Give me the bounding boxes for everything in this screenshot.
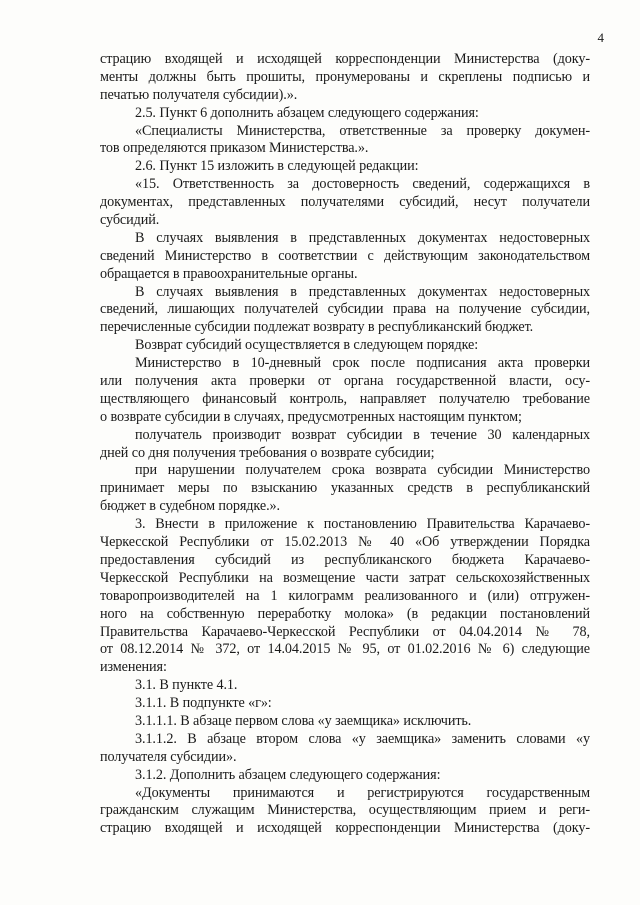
text-line: перечисленные субсидии подлежат возврату в республиканский бюджет. — [100, 319, 534, 336]
text-line: сведений Министерство в соответствии с действующим законодательством — [100, 247, 590, 264]
text-line: Правительства Карачаево-Черкесской Республики от 04.04.2014 № 78, — [100, 623, 590, 640]
text-line: 2.5. Пункт 6 дополнить абзацем следующего содержания: — [135, 104, 479, 121]
text-line: бюджет в судебном порядке.». — [100, 498, 280, 515]
text-line: или получения акта проверки от органа государственной власти, осу- — [100, 373, 590, 390]
text-line: тов определяются приказом Министерства.». — [100, 140, 369, 157]
text-line: 3.1.1. В подпункте «г»: — [135, 695, 272, 712]
text-line: предоставления субсидий из республиканского бюджета Карачаево- — [100, 551, 590, 568]
text-line: гражданским служащим Министерства, осуществляющим прием и реги- — [100, 802, 590, 819]
text-line: печатью получателя субсидии).». — [100, 86, 298, 103]
text-line: 3.1.1.2. В абзаце втором слова «у заемщика» заменить словами «у — [135, 730, 590, 747]
text-line: «Документы принимаются и регистрируются государственным — [135, 784, 590, 801]
text-line: Министерство в 10-дневный срок после подписания акта проверки — [135, 355, 590, 372]
text-line: дней со дня получения требования о возврате субсидии; — [100, 444, 435, 461]
text-line: обращается в правоохранительные органы. — [100, 265, 358, 282]
text-line: «Специалисты Министерства, ответственные за проверку докумен- — [135, 122, 590, 139]
text-line: 3. Внести в приложение к постановлению Правительства Карачаево- — [135, 516, 590, 533]
text-line: изменения: — [100, 659, 167, 676]
text-line: товаропроизводителей на 1 килограмм реализованного и (или) отгружен- — [100, 587, 590, 604]
text-line: ществляющего финансовый контроль, направляет получателю требование — [100, 390, 590, 407]
text-line: от 08.12.2014 № 372, от 14.04.2015 № 95, от 01.02.2016 № 6) следующие — [100, 641, 590, 658]
text-line: Черкесской Республики от 15.02.2013 № 40 «Об утверждении Порядка — [100, 534, 590, 551]
text-line: получатель производит возврат субсидии в течение 30 календарных — [135, 426, 590, 443]
text-line: 3.1.2. Дополнить абзацем следующего содержания: — [135, 766, 441, 783]
document-body — [100, 51, 590, 838]
text-line: страцию входящей и исходящей корреспонденции Министерства (доку- — [100, 51, 590, 67]
text-line: «15. Ответственность за достоверность сведений, содержащихся в — [135, 176, 590, 193]
text-line: Возврат субсидий осуществляется в следующем порядке: — [135, 337, 479, 354]
text-line: 2.6. Пункт 15 изложить в следующей редакции: — [135, 158, 419, 175]
text-line: принимает меры по взысканию указанных средств в республиканский — [100, 480, 590, 497]
text-line: ного на собственную переработку молока» (в редакции постановлений — [100, 605, 590, 622]
text-line: 3.1.1.1. В абзаце первом слова «у заемщика» исключить. — [135, 712, 472, 729]
text-line: сведений, лишающих получателей субсидии права на получение субсидии, — [100, 301, 590, 318]
text-line: менты должны быть прошиты, пронумерованы и скреплены подписью и — [100, 68, 590, 85]
text-line: при нарушении получателем срока возврата субсидии Министерство — [135, 462, 590, 479]
text-line: Черкесской Республики на возмещение части затрат сельскохозяйственных — [100, 569, 590, 586]
text-line: страцию входящей и исходящей корреспонденции Министерства (доку- — [100, 820, 590, 837]
page-number: 4 — [597, 30, 604, 45]
text-line: о возврате субсидии в случаях, предусмотренных настоящим пунктом; — [100, 408, 522, 425]
text-line: документах, представленных получателями субсидий, несут получатели — [100, 194, 590, 211]
text-line: В случаях выявления в представленных документах недостоверных — [135, 229, 590, 246]
text-line: В случаях выявления в представленных документах недостоверных — [135, 283, 590, 300]
text-line: субсидий. — [100, 212, 160, 229]
text-line: получателя субсидии». — [100, 748, 237, 765]
text-line: 3.1. В пункте 4.1. — [135, 677, 238, 694]
